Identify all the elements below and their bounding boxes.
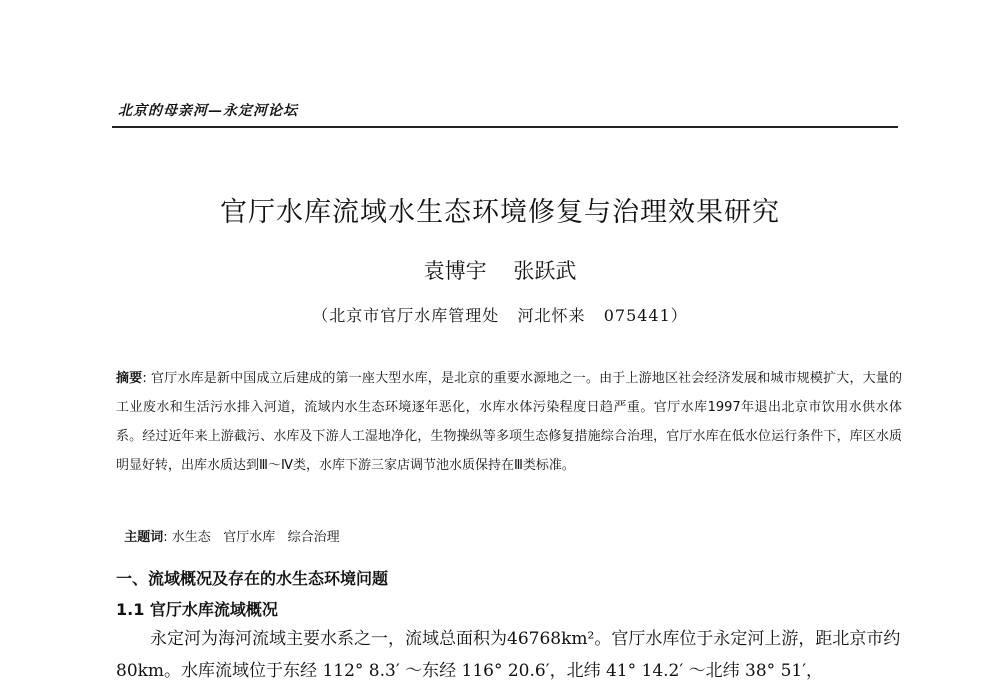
keywords — [116, 511, 340, 545]
keywords-label: 主题词 — [124, 530, 164, 545]
body-text — [116, 623, 906, 687]
section-heading-1-1: 1.1 官厅水库流域概况 — [116, 600, 278, 619]
section-heading-1: 一、流域概况及存在的水生态环境问题 — [116, 569, 389, 588]
abstract-label: 摘要 — [116, 371, 143, 386]
abstract — [116, 364, 902, 480]
paper-authors: 袁博宇 张跃武 — [423, 259, 577, 283]
paper-title: 官厅水库流域水生态环境修复与治理效果研究 — [220, 197, 780, 228]
paper-affiliation: （北京市官厅水库管理处 河北怀来 075441） — [312, 306, 688, 325]
keywords-text: : 水生态 官厅水库 综合治理 — [163, 530, 340, 545]
paragraph: 永定河为海河流域主要水系之一，流域总面积为46768km²。官厅水库位于永定河上游，距北京市约80km。水库流域位于东经 112° 8.3′ ～东经 116° 20.6′，北纬 41° 14.2′ ～北纬 38° 51′， — [116, 629, 901, 681]
header-rule — [112, 126, 898, 128]
running-header: 北京的母亲河—永定河论坛 — [118, 103, 298, 119]
abstract-text: : 官厅水库是新中国成立后建成的第一座大型水库，是北京的重要水源地之一。由于上游地区社会经济发展和城市规模扩大，大量的工业废水和生活污水排入河道，流域内水生态环境逐年恶化，水库水体污染程度日趋严重。官厅水库1997年退出北京市饮用水供水体系。经过近年来上游截污、水库及下游人工湿地净化，生物操纵等多项生态修复措施综合治理，官厅水库在低水位运行条件下，库区水质明显好转，出库水质达到Ⅲ～Ⅳ类，水库下游三家店调节池水质保持在Ⅲ类标准。 — [116, 371, 902, 473]
